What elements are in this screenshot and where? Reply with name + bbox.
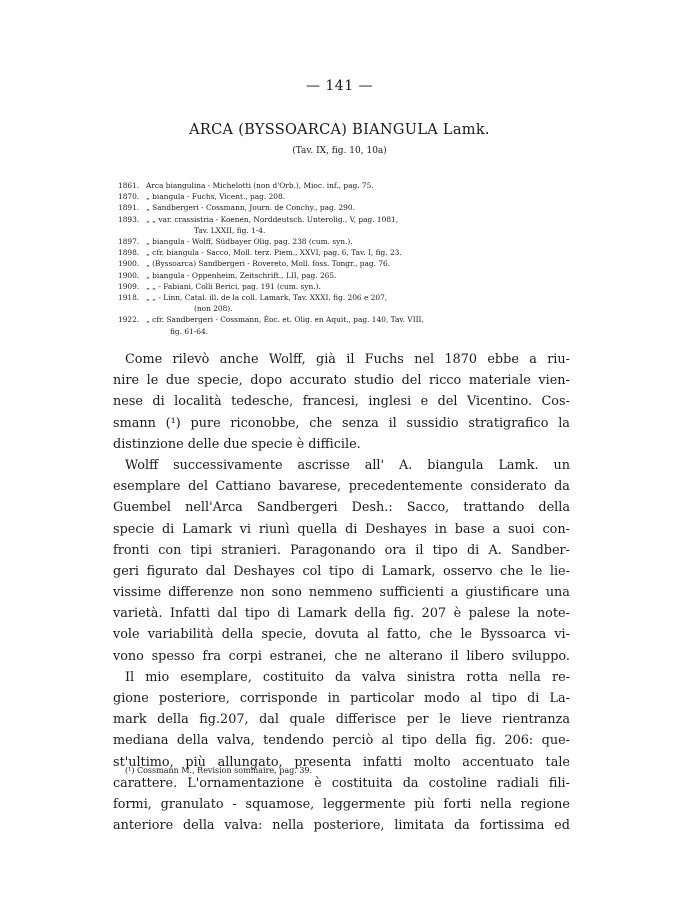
synonymy-entry <box>118 214 578 225</box>
text-line: nire le due specie, dopo accurato studio del ricco materiale vien- <box>113 373 570 389</box>
synonymy-year: 1897. <box>118 237 140 247</box>
text-line: geri figurato dal Deshayes col tipo di Lamark, osservo che le lie- <box>113 563 570 579</box>
synonymy-text: „ „ var. crassistria - Koenen, Norddeutsch. Unterolig., V, pag. 1081, <box>146 214 399 224</box>
synonymy-text: „ (Byssoarca) Sandbergeri - Rovereto, Moll. foss. Tongr., pag. 76. <box>146 259 391 269</box>
synonymy-entry <box>118 270 578 281</box>
synonymy-entry: fig. 61-64. <box>170 326 209 336</box>
synonymy-entry <box>118 292 578 303</box>
text-line: varietà. Infatti dal tipo di Lamark della fig. 207 è palese la note- <box>113 606 570 622</box>
text-line: vole variabilità della specie, dovuta al fatto, che le Byssoarca vi- <box>113 627 570 643</box>
plate-reference: (Tav. IX, fig. 10, 10a) <box>292 146 387 156</box>
text-line: fronti con tipi stranieri. Paragonando ora il tipo di A. Sandber- <box>113 542 570 558</box>
text-line: st'ultimo, più allungato, presenta infatti molto accentuato tale <box>113 754 570 770</box>
synonymy-entry: Tav. LXXII, fig. 1-4. <box>194 225 266 235</box>
synonymy-text: „ Sandbergeri - Cossmann, Journ. de Conchy., pag. 290. <box>146 203 355 213</box>
text-line: Wolff successivamente ascrisse all' A. biangula Lamk. un <box>125 457 570 473</box>
synonymy-entry <box>118 236 578 247</box>
species-title: ARCA (BYSSOARCA) BIANGULA Lamk. <box>189 122 490 138</box>
text-line: esemplare del Cattiano bavarese, precedentemente considerato da <box>113 479 570 495</box>
synonymy-text: „ „ - Linn, Catal. ill. de la coll. Lamark, Tav. XXXI, fig. 206 e 207, <box>146 293 388 303</box>
synonymy-entry <box>118 314 578 325</box>
synonymy-year: 1918. <box>118 293 140 303</box>
synonymy-entry <box>118 258 578 269</box>
text-line: carattere. L'ornamentazione è costituita da costoline radiali fili- <box>113 775 570 791</box>
body-text <box>113 349 570 836</box>
text-line: anteriore della valva: nella posteriore, limitata da fortissima ed <box>113 818 570 834</box>
synonymy-entry <box>118 180 578 191</box>
synonymy-year: 1870. <box>118 192 140 202</box>
text-line: mediana della valva, tendendo perciò al tipo della fig. 206: que- <box>113 733 570 749</box>
synonymy-year: 1893. <box>118 214 140 224</box>
synonymy-year: 1900. <box>118 259 140 269</box>
text-line: vono spesso fra corpi estranei, che ne alterano il libero sviluppo. <box>113 648 570 664</box>
footnote: (¹) Cossmann M., Revision sommaire, pag. 39. <box>125 766 313 775</box>
synonymy-text: „ biangula - Oppenheim, Zeitschrift., LII, pag. 265. <box>146 270 337 280</box>
synonymy-text: „ cfr. Sandbergeri - Cossmann, Éoc. et. Olig. en Aquit., pag. 140, Tav. VIII, <box>146 315 424 325</box>
synonymy-entry <box>118 281 578 292</box>
text-line: formi, granulato - squamose, leggermente più forti nella regione <box>113 796 570 812</box>
synonymy-year: 1891. <box>118 203 140 213</box>
text-line: smann (¹) pure riconobbe, che senza il sussidio stratigrafico la <box>113 415 570 431</box>
text-line: specie di Lamark vi riunì quella di Deshayes in base a suoi con- <box>113 521 570 537</box>
synonymy-entry: (non 208). <box>194 304 233 314</box>
text-line: nese di località tedesche, francesi, inglesi e del Vicentino. Cos- <box>113 394 570 410</box>
synonymy-year: 1900. <box>118 270 140 280</box>
synonymy-text: Arca biangulina - Michelotti (non d'Orb.), Mioc. inf., pag. 75. <box>146 181 374 190</box>
synonymy-text: „ biangula - Wolff, Südbayer Olig. pag. 238 (cum. syn.). <box>146 237 353 247</box>
synonymy-list <box>118 180 578 337</box>
page-number: — 141 — <box>305 78 374 94</box>
text-line: Il mio esemplare, costituito da valva sinistra rotta nella re- <box>125 669 570 685</box>
synonymy-entry <box>118 247 578 258</box>
text-line: vissime differenze non sono nemmeno sufficienti a giustificare una <box>113 585 570 601</box>
synonymy-year: 1909. <box>118 281 140 291</box>
synonymy-year: 1922. <box>118 315 140 325</box>
synonymy-text: „ „ - Fabiani, Colli Berici, pag. 191 (cum. syn.). <box>146 281 321 291</box>
synonymy-entry <box>118 202 578 213</box>
text-line: Guembel nell'Arca Sandbergeri Desh.: Sacco, trattando della <box>113 500 570 516</box>
text-line: mark della fig.207, dal quale differisce per le lieve rientranza <box>113 712 570 728</box>
synonymy-entry <box>118 191 578 202</box>
text-line: distinzione delle due specie è difficile. <box>113 436 361 452</box>
text-line: gione posteriore, corrisponde in particolar modo al tipo di La- <box>113 691 570 706</box>
synonymy-year: 1861. <box>118 181 140 190</box>
synonymy-year: 1898. <box>118 248 140 258</box>
synonymy-text: „ biangula - Fuchs, Vicent., pag. 208. <box>146 192 286 202</box>
synonymy-text: „ cfr. biangula - Sacco, Moll. terz. Piem., XXVI, pag. 6, Tav. I, fig. 23. <box>146 248 402 258</box>
text-line: Come rilevò anche Wolff, già il Fuchs nel 1870 ebbe a riu- <box>125 352 570 367</box>
